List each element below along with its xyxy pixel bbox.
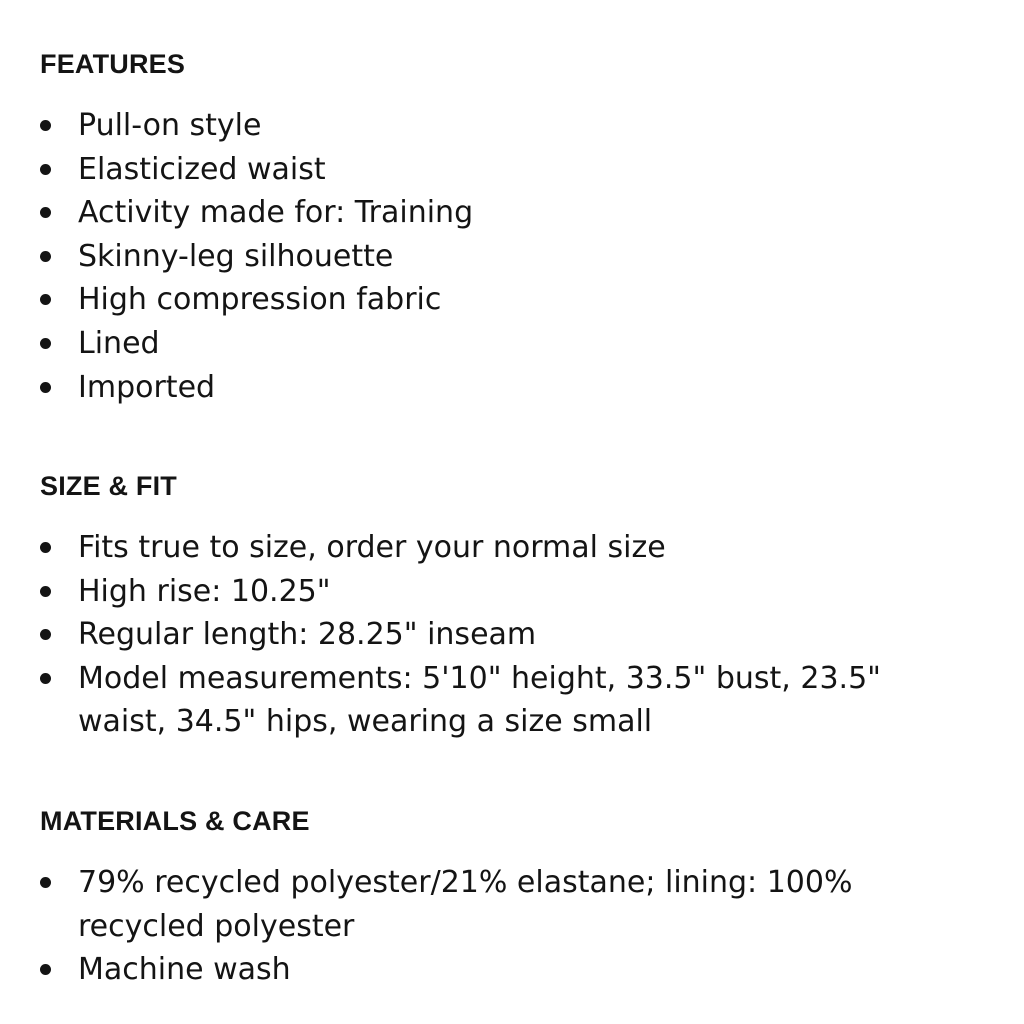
features-list <box>40 104 970 409</box>
bullet-icon <box>40 877 51 888</box>
list-item-text: Skinny-leg silhouette <box>78 238 394 274</box>
list-item <box>40 104 970 148</box>
list-item-text: Machine wash <box>78 952 291 988</box>
list-item <box>40 613 970 657</box>
list-item-text: Activity made for: Training <box>78 195 474 231</box>
bullet-icon <box>40 164 51 175</box>
bullet-icon <box>40 542 51 553</box>
bullet-icon <box>40 382 51 393</box>
bullet-icon <box>40 673 51 684</box>
bullet-icon <box>40 629 51 640</box>
list-item-text: Lined <box>78 325 160 361</box>
list-item <box>40 570 970 614</box>
bullet-icon <box>40 251 51 262</box>
list-item <box>40 861 970 948</box>
list-item-text: Fits true to size, order your normal size <box>78 530 666 565</box>
list-item <box>40 191 970 235</box>
features-section <box>40 48 970 405</box>
materials-care-heading: MATERIALS & CARE <box>40 806 310 836</box>
list-item <box>40 948 970 992</box>
list-item-text: Imported <box>78 369 216 405</box>
list-item-text: Regular length: 28.25" inseam <box>78 617 537 653</box>
features-heading: FEATURES <box>40 49 186 79</box>
list-item <box>40 148 970 192</box>
list-item <box>40 278 970 322</box>
size-fit-heading: SIZE & FIT <box>40 471 177 501</box>
list-item <box>40 366 970 410</box>
materials-care-list <box>40 861 970 992</box>
list-item-text: 79% recycled polyester/21% elastane; lining: 100% recycled polyester <box>78 865 853 944</box>
list-item-text: Pull-on style <box>78 108 262 143</box>
list-item <box>40 322 970 366</box>
list-item <box>40 526 970 570</box>
size-fit-section <box>40 470 970 740</box>
bullet-icon <box>40 120 51 131</box>
list-item-text: High rise: 10.25" <box>78 573 331 609</box>
list-item-text: Model measurements: 5'10" height, 33.5" bust, 23.5" waist, 34.5" hips, wearing a size small <box>78 660 881 740</box>
materials-care-section <box>40 805 970 988</box>
bullet-icon <box>40 338 51 349</box>
list-item <box>40 235 970 279</box>
list-item-text: High compression fabric <box>78 282 442 318</box>
bullet-icon <box>40 586 51 597</box>
bullet-icon <box>40 294 51 305</box>
bullet-icon <box>40 207 51 218</box>
bullet-icon <box>40 964 51 975</box>
list-item-text: Elasticized waist <box>78 151 326 187</box>
size-fit-list <box>40 526 970 744</box>
list-item <box>40 657 970 744</box>
